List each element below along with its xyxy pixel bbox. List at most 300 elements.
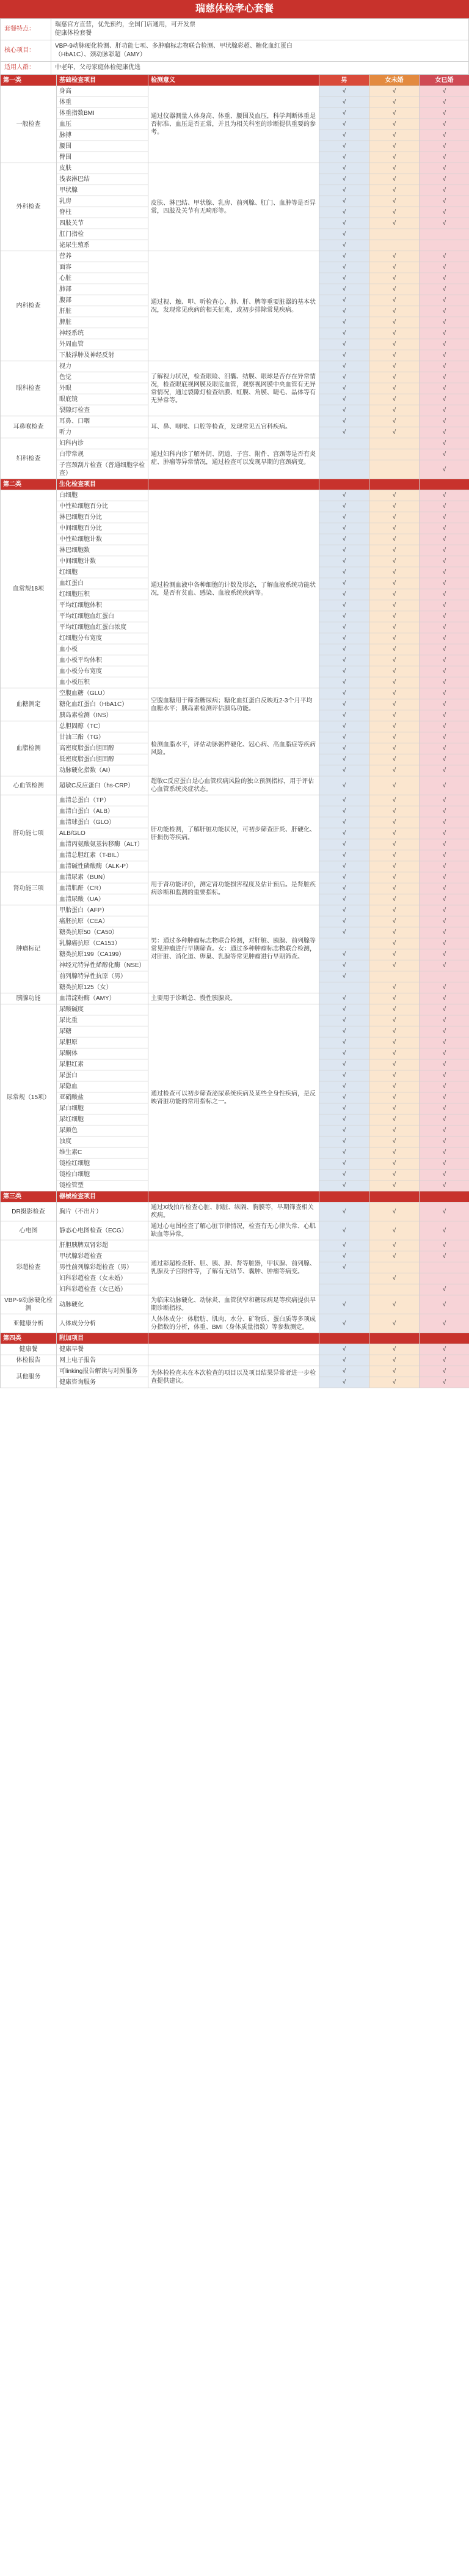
item-name: 血清碱性磷酸酶（ALK-P） <box>57 861 148 872</box>
female-unmarried-check: √ <box>369 1114 420 1125</box>
column-male <box>319 479 369 490</box>
section-desc-header <box>148 1191 319 1202</box>
female-unmarried-check: √ <box>369 567 420 578</box>
female-unmarried-check: √ <box>369 960 420 971</box>
category-cell: 一般检查 <box>1 86 57 163</box>
table-row <box>1 993 469 1004</box>
item-name: 血清尿素（BUN） <box>57 872 148 883</box>
category-cell: 妇科检查 <box>1 438 57 479</box>
item-name: 尿红细胞 <box>57 1114 148 1125</box>
item-name: 网上电子报告 <box>57 1355 148 1366</box>
female-married-check: √ <box>420 872 469 883</box>
section-desc-header <box>148 479 319 490</box>
item-name: 肺部 <box>57 284 148 295</box>
female-married-check: √ <box>420 655 469 666</box>
female-unmarried-check: √ <box>369 861 420 872</box>
item-description: 通过彩超检查肝、胆、胰、脾、肾等脏器，甲状腺、前列腺、乳腺及子宫附件等，了解有无结节、囊肿、肿瘤等病变。 <box>148 1240 319 1295</box>
male-check: √ <box>319 501 369 512</box>
item-description: 通过检测血液中各种细胞的计数及形态，了解血液系统功能状况，是否有贫血、感染、血液系统疾病等。 <box>148 490 319 688</box>
female-married-check: √ <box>420 1048 469 1059</box>
male-check: √ <box>319 1004 369 1015</box>
male-check: √ <box>319 130 369 141</box>
item-description: 通过视、触、叩、听检查心、肺、肝、脾等重要脏器的基本状况，发现常见疾病的相关征兆，或初步排除常见疾病。 <box>148 251 319 361</box>
female-married-check: √ <box>420 905 469 916</box>
female-married-check: √ <box>420 1284 469 1295</box>
item-name: 总胆固醇（TC） <box>57 721 148 732</box>
female-married-check: √ <box>420 1344 469 1355</box>
female-unmarried-check: √ <box>369 1070 420 1081</box>
female-unmarried-check: √ <box>369 1037 420 1048</box>
package-items-table <box>0 75 469 1388</box>
female-unmarried-check: √ <box>369 416 420 427</box>
item-name: 空腹血糖（GLU） <box>57 688 148 699</box>
male-check: √ <box>319 677 369 688</box>
male-check: √ <box>319 251 369 262</box>
male-check: √ <box>319 567 369 578</box>
female-unmarried-check: √ <box>369 523 420 534</box>
male-check <box>319 438 369 449</box>
item-name: 平均红细胞血红蛋白浓度 <box>57 622 148 633</box>
female-unmarried-check: √ <box>369 1136 420 1147</box>
male-check: √ <box>319 141 369 152</box>
section-desc-header: 检测意义 <box>148 75 319 86</box>
column-male <box>319 1191 369 1202</box>
female-unmarried-check: √ <box>369 1221 420 1240</box>
male-check: √ <box>319 578 369 589</box>
female-married-check: √ <box>420 633 469 644</box>
column-female-unmarried: 女未婚 <box>369 75 420 86</box>
female-married-check: √ <box>420 251 469 262</box>
item-description: 为临床动脉硬化、动脉炎、血管狭窄和糖尿病足等疾病提供早期诊断指标。 <box>148 1295 319 1314</box>
male-check: √ <box>319 1344 369 1355</box>
female-married-check: √ <box>420 699 469 710</box>
female-unmarried-check: √ <box>369 490 420 501</box>
female-unmarried-check: √ <box>369 1026 420 1037</box>
male-check: √ <box>319 1158 369 1169</box>
item-name: 面容 <box>57 262 148 273</box>
female-married-check: √ <box>420 817 469 828</box>
male-check: √ <box>319 644 369 655</box>
female-married-check: √ <box>420 108 469 119</box>
item-name: 血清球蛋白（GLO） <box>57 817 148 828</box>
female-married-check: √ <box>420 1037 469 1048</box>
item-name: 尿比重 <box>57 1015 148 1026</box>
item-description: 超敏C反应蛋白是心血管疾病风险的独立预测指标，用于评估心血管系统炎症状态。 <box>148 776 319 795</box>
item-description: 了解视力状况，检查眼睑、泪囊、结膜、眼球是否存在异常情况，检查眼底视网膜及眼底血管，观察视网膜中央血管有无异常情况，通过裂隙灯检查结膜、虹膜、角膜、睫毛、晶体等有无异常等。 <box>148 361 319 416</box>
table-row <box>1 438 469 449</box>
male-check: √ <box>319 328 369 339</box>
female-unmarried-check: √ <box>369 633 420 644</box>
female-unmarried-check: √ <box>369 119 420 130</box>
female-unmarried-check: √ <box>369 339 420 350</box>
item-description: 检测血脂水平，评估动脉粥样硬化、冠心病、高血脂症等疾病风险。 <box>148 721 319 776</box>
female-unmarried-check: √ <box>369 828 420 839</box>
item-name: 血清总胆红素（T-BIL） <box>57 850 148 861</box>
male-check: √ <box>319 350 369 361</box>
info-key: 核心项目： <box>1 40 51 62</box>
item-name: 镜检白细胞 <box>57 1169 148 1180</box>
item-description: 空腹血糖用于筛查糖尿病；糖化血红蛋白反映近2-3个月平均血糖水平；胰岛素检测评估胰岛功能。 <box>148 688 319 721</box>
item-name: 血小板压积 <box>57 677 148 688</box>
male-check: √ <box>319 229 369 240</box>
male-check: √ <box>319 1251 369 1262</box>
male-check: √ <box>319 1048 369 1059</box>
item-description <box>148 1344 319 1355</box>
item-name: 肝胆胰脾双肾彩超 <box>57 1240 148 1251</box>
female-married-check: √ <box>420 273 469 284</box>
column-male: 男 <box>319 75 369 86</box>
female-married-check <box>420 1262 469 1273</box>
female-married-check: √ <box>420 523 469 534</box>
table-row <box>1 490 469 501</box>
item-name: 尿隐血 <box>57 1081 148 1092</box>
male-check: √ <box>319 1221 369 1240</box>
male-check: √ <box>319 97 369 108</box>
female-married-check: √ <box>420 416 469 427</box>
male-check: √ <box>319 317 369 328</box>
category-cell: 亚健康分析 <box>1 1314 57 1333</box>
female-married-check: √ <box>420 427 469 438</box>
female-married-check: √ <box>420 1240 469 1251</box>
item-name: 血清肌酐（CR） <box>57 883 148 894</box>
male-check: √ <box>319 688 369 699</box>
item-name: 糖类抗原50（CA50） <box>57 927 148 938</box>
female-unmarried-check: √ <box>369 361 420 372</box>
item-description: 为体检检查未在本次检查的项目以及项目结果异常者进一步检查提供建议。 <box>148 1366 319 1388</box>
female-married-check: √ <box>420 883 469 894</box>
female-unmarried-check: √ <box>369 732 420 743</box>
female-unmarried-check: √ <box>369 721 420 732</box>
item-name: 脾脏 <box>57 317 148 328</box>
female-unmarried-check: √ <box>369 152 420 163</box>
item-name: 健康咨询服务 <box>57 1377 148 1388</box>
male-check <box>319 449 369 460</box>
male-check: √ <box>319 589 369 600</box>
female-unmarried-check: √ <box>369 534 420 545</box>
female-unmarried-check: √ <box>369 589 420 600</box>
male-check: √ <box>319 185 369 196</box>
female-married-check: √ <box>420 328 469 339</box>
female-unmarried-check: √ <box>369 795 420 806</box>
male-check: √ <box>319 405 369 416</box>
item-name: 淋巴细胞百分比 <box>57 512 148 523</box>
female-unmarried-check: √ <box>369 1202 420 1221</box>
female-married-check: √ <box>420 556 469 567</box>
female-unmarried-check: √ <box>369 622 420 633</box>
female-married-check: √ <box>420 1314 469 1333</box>
male-check: √ <box>319 927 369 938</box>
item-name: 甲状腺彩超检查 <box>57 1251 148 1262</box>
category-cell: 肿瘤标记 <box>1 905 57 993</box>
female-married-check: √ <box>420 262 469 273</box>
table-row <box>1 905 469 916</box>
female-married-check: √ <box>420 394 469 405</box>
male-check: √ <box>319 273 369 284</box>
female-unmarried-check <box>369 1262 420 1273</box>
item-description: 主要用于诊断急、慢性胰腺炎。 <box>148 993 319 1004</box>
female-married-check: √ <box>420 1103 469 1114</box>
male-check: √ <box>319 611 369 622</box>
table-row <box>1 872 469 883</box>
female-married-check: √ <box>420 1202 469 1221</box>
male-check: √ <box>319 905 369 916</box>
female-unmarried-check: √ <box>369 273 420 284</box>
female-married-check <box>420 971 469 982</box>
female-unmarried-check: √ <box>369 545 420 556</box>
male-check: √ <box>319 361 369 372</box>
male-check: √ <box>319 119 369 130</box>
item-description <box>148 1355 319 1366</box>
category-cell: 肝功能七项 <box>1 795 57 872</box>
female-married-check: √ <box>420 806 469 817</box>
male-check: √ <box>319 600 369 611</box>
section-label: 第三类 <box>1 1191 57 1202</box>
item-name: 乳房 <box>57 196 148 207</box>
female-unmarried-check <box>369 240 420 251</box>
section-label: 第二类 <box>1 479 57 490</box>
female-married-check: √ <box>420 861 469 872</box>
female-married-check: √ <box>420 438 469 449</box>
female-unmarried-check: √ <box>369 1048 420 1059</box>
item-description: 通过检查可以初步筛查泌尿系统疾病及某些全身性疾病，是反映肾脏功能的常用指标之一。 <box>148 1004 319 1191</box>
item-name: 色觉 <box>57 372 148 383</box>
female-married-check: √ <box>420 185 469 196</box>
male-check: √ <box>319 883 369 894</box>
item-name: 甲状腺 <box>57 185 148 196</box>
male-check: √ <box>319 556 369 567</box>
item-name: 臀围 <box>57 152 148 163</box>
female-unmarried-check: √ <box>369 1004 420 1015</box>
item-name: 浅表淋巴结 <box>57 174 148 185</box>
female-unmarried-check: √ <box>369 185 420 196</box>
category-cell: 血常规18项 <box>1 490 57 688</box>
table-row <box>1 1344 469 1355</box>
female-married-check: √ <box>420 339 469 350</box>
item-name: 皮肤 <box>57 163 148 174</box>
female-unmarried-check: √ <box>369 1092 420 1103</box>
female-married-check: √ <box>420 1221 469 1240</box>
item-name: 超敏C反应蛋白（hs-CRP） <box>57 776 148 795</box>
female-married-check: √ <box>420 567 469 578</box>
female-unmarried-check: √ <box>369 905 420 916</box>
female-married-check: √ <box>420 644 469 655</box>
section-header <box>1 75 469 86</box>
female-married-check: √ <box>420 218 469 229</box>
female-married-check: √ <box>420 130 469 141</box>
item-name: 肛门指检 <box>57 229 148 240</box>
item-name: 亚硝酸盐 <box>57 1092 148 1103</box>
female-unmarried-check: √ <box>369 817 420 828</box>
item-name: 营养 <box>57 251 148 262</box>
info-value: 瑞慈官方直营，优先预约，全国门店通用，可开发票 健康体检套餐 <box>51 19 469 40</box>
item-name: 血小板平均体积 <box>57 655 148 666</box>
category-cell: 血糖测定 <box>1 688 57 721</box>
female-married-check: √ <box>420 295 469 306</box>
item-name: 四肢关节 <box>57 218 148 229</box>
female-unmarried-check: √ <box>369 350 420 361</box>
female-unmarried-check: √ <box>369 1355 420 1366</box>
female-unmarried-check: √ <box>369 1103 420 1114</box>
male-check: √ <box>319 108 369 119</box>
item-name: 维生素C <box>57 1147 148 1158</box>
female-unmarried-check: √ <box>369 512 420 523</box>
female-unmarried-check: √ <box>369 1295 420 1314</box>
section-label: 第一类 <box>1 75 57 86</box>
female-unmarried-check: √ <box>369 1314 420 1333</box>
male-check: √ <box>319 86 369 97</box>
male-check: √ <box>319 218 369 229</box>
male-check: √ <box>319 699 369 710</box>
male-check: √ <box>319 1059 369 1070</box>
male-check: √ <box>319 295 369 306</box>
female-unmarried-check: √ <box>369 1081 420 1092</box>
female-unmarried-check: √ <box>369 688 420 699</box>
female-unmarried-check: √ <box>369 1059 420 1070</box>
item-name: 血清总蛋白（TP） <box>57 795 148 806</box>
female-unmarried-check: √ <box>369 743 420 754</box>
item-name: 红细胞分布宽度 <box>57 633 148 644</box>
female-unmarried-check: √ <box>369 218 420 229</box>
item-name: 高密度脂蛋白胆固醇 <box>57 743 148 754</box>
item-name: 子宫颈刮片检查（普通细胞学检查） <box>57 460 148 479</box>
item-name: 腰围 <box>57 141 148 152</box>
info-row <box>1 40 469 62</box>
item-name: 尿白细胞 <box>57 1103 148 1114</box>
male-check: √ <box>319 806 369 817</box>
male-check: √ <box>319 1026 369 1037</box>
section-desc-header <box>148 1333 319 1344</box>
item-name: 糖类抗原125（女） <box>57 982 148 993</box>
female-unmarried-check: √ <box>369 916 420 927</box>
female-married-check: √ <box>420 207 469 218</box>
male-check: √ <box>319 523 369 534</box>
item-name: 胸片（不出片） <box>57 1202 148 1221</box>
female-married-check: √ <box>420 1004 469 1015</box>
section-title: 生化检查项目 <box>57 479 148 490</box>
female-married-check: √ <box>420 97 469 108</box>
item-name: 腹部 <box>57 295 148 306</box>
item-name: 中间细胞百分比 <box>57 523 148 534</box>
female-married-check: √ <box>420 372 469 383</box>
section-title: 基础检查项目 <box>57 75 148 86</box>
female-unmarried-check: √ <box>369 501 420 512</box>
category-cell: 彩超检查 <box>1 1240 57 1295</box>
category-cell: 胰腺功能 <box>1 993 57 1004</box>
table-row <box>1 776 469 795</box>
item-name: 白细胞 <box>57 490 148 501</box>
female-unmarried-check: √ <box>369 699 420 710</box>
category-cell: 体检报告 <box>1 1355 57 1366</box>
female-married-check: √ <box>420 1114 469 1125</box>
female-married-check: √ <box>420 460 469 479</box>
female-married-check: √ <box>420 688 469 699</box>
male-check: √ <box>319 1366 369 1377</box>
section-header <box>1 1333 469 1344</box>
item-name: 甲胎蛋白（AFP） <box>57 905 148 916</box>
male-check: √ <box>319 1355 369 1366</box>
item-name: 中间细胞计数 <box>57 556 148 567</box>
female-married-check <box>420 240 469 251</box>
item-name: 红细胞 <box>57 567 148 578</box>
female-unmarried-check: √ <box>369 1158 420 1169</box>
male-check: √ <box>319 372 369 383</box>
female-married-check: √ <box>420 916 469 927</box>
female-married-check: √ <box>420 284 469 295</box>
female-married-check: √ <box>420 828 469 839</box>
female-unmarried-check: √ <box>369 130 420 141</box>
female-unmarried-check: √ <box>369 776 420 795</box>
item-name: 中性粒细胞百分比 <box>57 501 148 512</box>
female-unmarried-check: √ <box>369 372 420 383</box>
item-name: 妇科内诊 <box>57 438 148 449</box>
item-description: 通过仪器测量人体身高、体重、腰围及血压，科学判断体重是否标准、血压是否正常，并且为相关科室的诊断提供重要的参考。 <box>148 86 319 163</box>
male-check: √ <box>319 666 369 677</box>
male-check: √ <box>319 163 369 174</box>
female-unmarried-check: √ <box>369 982 420 993</box>
item-name: 血清白蛋白（ALB） <box>57 806 148 817</box>
female-unmarried-check: √ <box>369 1147 420 1158</box>
female-unmarried-check: √ <box>369 174 420 185</box>
female-married-check: √ <box>420 163 469 174</box>
column-female-unmarried <box>369 1333 420 1344</box>
item-description: 通过X线拍片检查心脏、肺脏、纵隔、胸膜等，早期筛查相关疾病。 <box>148 1202 319 1221</box>
male-check: √ <box>319 1070 369 1081</box>
female-married-check: √ <box>420 1355 469 1366</box>
female-unmarried-check <box>369 971 420 982</box>
female-unmarried-check: √ <box>369 262 420 273</box>
item-name: 血压 <box>57 119 148 130</box>
female-married-check: √ <box>420 1092 469 1103</box>
item-name: 糖化血红蛋白（HbA1C） <box>57 699 148 710</box>
male-check: √ <box>319 1037 369 1048</box>
female-married-check: √ <box>420 383 469 394</box>
column-female-married: 女已婚 <box>420 75 469 86</box>
female-unmarried-check: √ <box>369 556 420 567</box>
item-name: 镜检管型 <box>57 1180 148 1191</box>
table-row <box>1 251 469 262</box>
item-name: 身高 <box>57 86 148 97</box>
female-married-check: √ <box>420 306 469 317</box>
female-married-check: √ <box>420 1180 469 1191</box>
male-check: √ <box>319 916 369 927</box>
male-check: √ <box>319 1092 369 1103</box>
item-description: 通过心电图检查了解心脏节律情况，检查有无心律失常、心肌缺血等异常。 <box>148 1221 319 1240</box>
section-title: 附加项目 <box>57 1333 148 1344</box>
category-cell: 其他服务 <box>1 1366 57 1388</box>
female-unmarried-check <box>369 438 420 449</box>
male-check: √ <box>319 1136 369 1147</box>
female-married-check: √ <box>420 317 469 328</box>
male-check: √ <box>319 1125 369 1136</box>
female-unmarried-check: √ <box>369 1240 420 1251</box>
male-check: √ <box>319 427 369 438</box>
item-name: 神经元特异性烯醇化酶（NSE） <box>57 960 148 971</box>
male-check: √ <box>319 828 369 839</box>
female-unmarried-check: √ <box>369 578 420 589</box>
female-married-check: √ <box>420 622 469 633</box>
item-description: 通过妇科内诊了解外阴、阴道、子宫、附件、宫颈等是否有炎症、肿瘤等异常情况，通过检查可以发现早期的宫颈病变。 <box>148 438 319 479</box>
item-name: 前列腺特异性抗原（男） <box>57 971 148 982</box>
table-row <box>1 416 469 427</box>
female-unmarried-check: √ <box>369 949 420 960</box>
female-married-check: √ <box>420 1366 469 1377</box>
category-cell: DR摄影检查 <box>1 1202 57 1221</box>
female-unmarried-check: √ <box>369 677 420 688</box>
female-unmarried-check: √ <box>369 394 420 405</box>
female-married-check: √ <box>420 196 469 207</box>
female-unmarried-check <box>369 460 420 479</box>
female-married-check: √ <box>420 993 469 1004</box>
